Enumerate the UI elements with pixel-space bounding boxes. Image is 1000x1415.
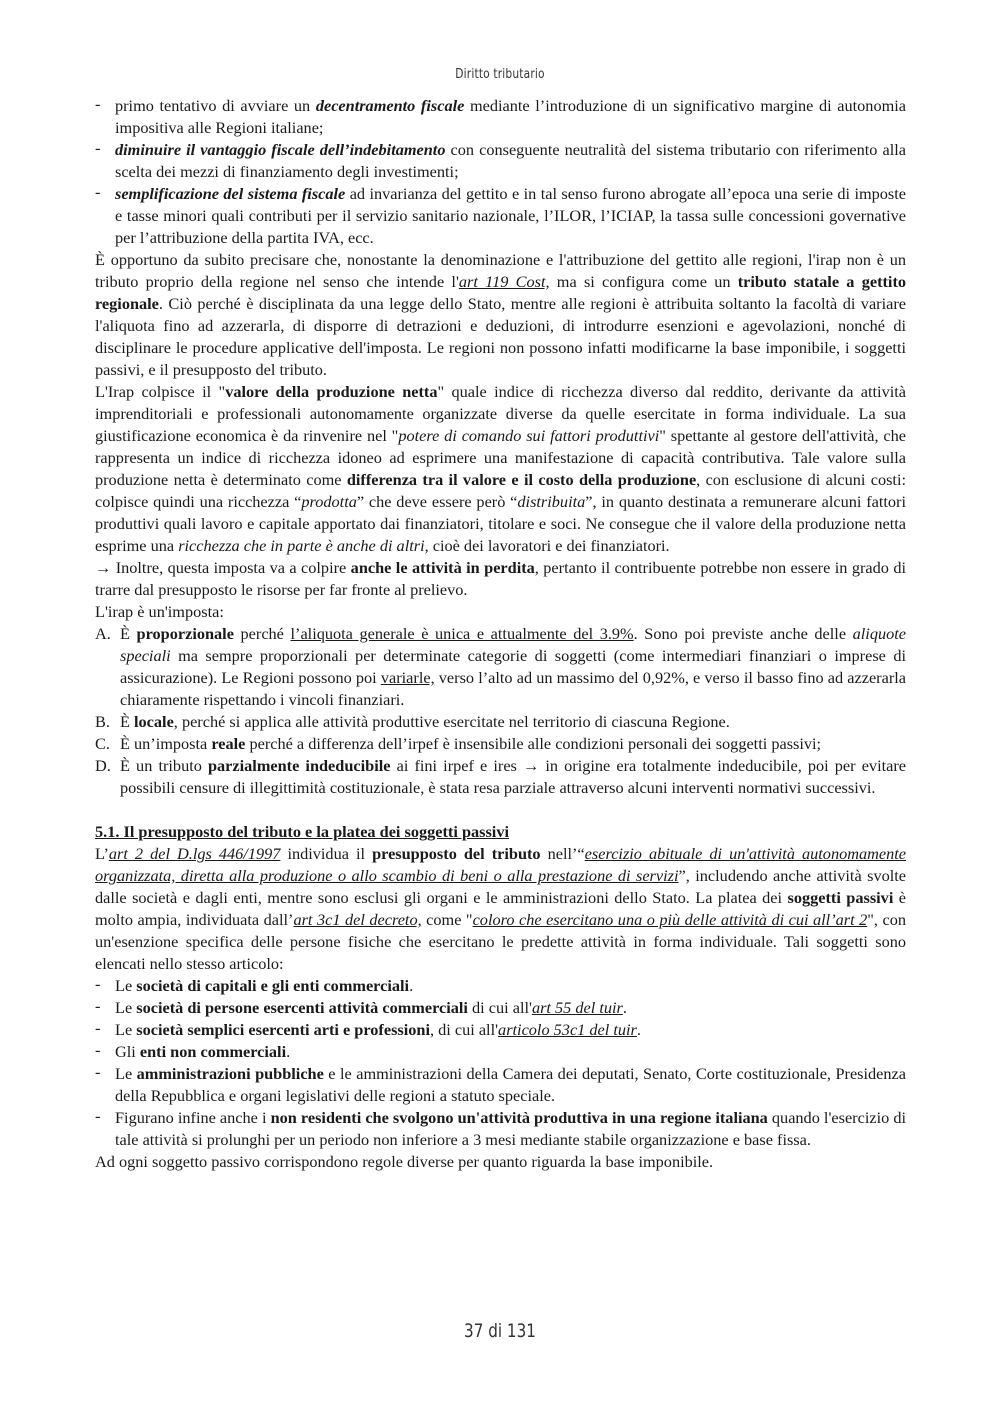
emphasis-term: diminuire il vantaggio fiscale dell’indebitamento bbox=[115, 140, 446, 159]
page-body bbox=[95, 95, 906, 1173]
list-marker: D. bbox=[95, 756, 111, 775]
link-art-55-tuir[interactable]: art 55 del tuir bbox=[531, 998, 623, 1017]
arrow-icon: → bbox=[95, 558, 112, 577]
list-item: - Le amministrazioni pubbliche e le amministrazioni della Camera dei deputati, Senato, Corte costituzionale, Presidenza della Repubblica e organi legislativi delle regioni a statuto speciale. bbox=[95, 1063, 906, 1107]
list-item: - Figurano infine anche i non residenti che svolgono un'attività produttiva in una regione italiana quando l'esercizio di tale attività si prolunghi per un periodo non inferiore a 3 mesi mediante stabile organizzazione e base fissa. bbox=[95, 1107, 906, 1151]
paragraph-tax-base: L'Irap colpisce il "valore della produzione netta" quale indice di ricchezza diverso dal reddito, derivante da attività imprenditoriali e professionali autonomamente organizzate diverse da quelle esercitate in forma individuale. La sua giustificazione economica è da rinvenire nel "potere di comando sui fattori produttivi" spettante al gestore dell'attività, che rappresenta un indice di ricchezza idoneo ad esprimere una manifestazione di capacità contributiva. Tale valore sulla produzione netta è determinato come differenza tra il valore e il costo della produzione, con esclusione di alcuni costi: colpisce quindi una ricchezza “prodotta” che deve essere però “distribuita”, in quanto destinata a remunerare alcuni fattori produttivi quali lavoro e capitale apportato dai finanziatori, titolare e soci. Ne consegue che il valore della produzione netta esprime una ricchezza che in parte è anche di altri, cioè dei lavoratori e dei finanziatori. bbox=[95, 382, 906, 555]
list-item: - primo tentativo di avviare un decentramento fiscale mediante l’introduzione di un significativo margine di autonomia impositiva alle Regioni italiane; bbox=[95, 95, 906, 139]
list-item: - diminuire il vantaggio fiscale dell’indebitamento con conseguente neutralità del sistema tributario con riferimento alla scelta dei mezzi di finanziamento degli investimenti; bbox=[95, 139, 906, 183]
link-art-119-cost[interactable]: art 119 Cost, bbox=[458, 272, 550, 291]
link-quote-art-2[interactable]: esercizio abituale di un'attività autonomamente organizzata, diretta alla produzione o allo scambio di beni o alla prestazione di servizi bbox=[95, 844, 907, 885]
list-marker: C. bbox=[95, 734, 110, 753]
link-art-2-dlgs[interactable]: art 2 del D.lgs 446/1997 bbox=[108, 844, 281, 863]
running-header: Diritto tributario bbox=[455, 67, 545, 82]
list-item: - Gli enti non commerciali. bbox=[95, 1041, 906, 1063]
page-number: 37 di 131 bbox=[464, 1320, 536, 1342]
list-item: - Le società di persone esercenti attività commerciali di cui all'art 55 del tuir. bbox=[95, 997, 906, 1019]
section-heading: 5.1. Il presupposto del tributo e la platea dei soggetti passivi bbox=[95, 822, 509, 841]
paragraph-nature: È opportuno da subito precisare che, nonostante la denominazione e l'attribuzione del gettito alle regioni, l'irap non è un tributo proprio della regione nel senso che intende l'art 119 Cost, ma si configura come un tributo statale a gettito regionale. Ciò perché è disciplinata da una legge dello Stato, mentre alle regioni è attribuita soltanto la facoltà di variare l'aliquota fino ad azzerarla, di disporre di detrazioni e deduzioni, di introdurre esenzioni e agevolazioni, nonché di disciplinare le procedure applicative dell'imposta. Le regioni non possono infatti modificarne la base imponibile, i soggetti passivi, e il presupposto del tributo. bbox=[95, 250, 907, 379]
link-art-3c1[interactable]: art 3c1 del decreto, bbox=[293, 910, 422, 929]
paragraph-presupposto: L’art 2 del D.lgs 446/1997 individua il presupposto del tributo nell’“esercizio abituale di un'attività autonomamente organizzata, diretta alla produzione o allo scambio di beni o alla prestazione di servizi”, includendo anche attività svolte dalle società e dagli enti, mentre sono esclusi gli organi e le amministrazioni dello Stato. La platea dei soggetti passivi è molto ampia, individuata dall’art 3c1 del decreto, come "coloro che esercitano una o più delle attività di cui all’art 2", con un'esenzione specifica delle persone fisiche che esercitano le predette attività in forma individuale. Tali soggetti sono elencati nello stesso articolo: bbox=[95, 844, 907, 973]
paragraph-intro-features: L'irap è un'imposta: bbox=[95, 602, 224, 621]
list-marker: A. bbox=[95, 624, 111, 643]
list-item: A. È proporzionale perché l’aliquota generale è unica e attualmente del 3.9%. Sono poi previste anche delle aliquote speciali ma sempre proporzionali per determinate categorie di soggetti (come intermediari finanziari o imprese di assicurazione). Le Regioni possono poi variarle, verso l’alto ad un massimo del 0,92%, e verso il basso fino ad azzerarla chiaramente rispettando i vincoli finanziari. bbox=[95, 624, 906, 709]
link-quote-art-3[interactable]: coloro che esercitano una o più delle attività di cui all’art 2 bbox=[472, 910, 868, 929]
paragraph-closing: Ad ogni soggetto passivo corrispondono regole diverse per quanto riguarda la base imponibile. bbox=[95, 1152, 714, 1171]
list-marker: B. bbox=[95, 712, 110, 731]
features-list bbox=[95, 623, 906, 799]
list-item: C. È un’imposta reale perché a differenza dell’irpef è insensibile alle condizioni personali dei soggetti passivi; bbox=[95, 734, 822, 753]
taxpayers-list bbox=[95, 975, 906, 1151]
emphasis-term: decentramento fiscale bbox=[315, 96, 465, 115]
paragraph-losses: → Inoltre, questa imposta va a colpire anche le attività in perdita, pertanto il contribuente potrebbe non essere in grado di trarre dal presupposto le risorse per far fronte al prelievo. bbox=[95, 558, 907, 599]
emphasis-term: semplificazione del sistema fiscale bbox=[115, 184, 346, 203]
link-art-53c1-tuir[interactable]: articolo 53c1 del tuir bbox=[498, 1020, 637, 1039]
list-item: B. È locale, perché si applica alle attività produttive esercitate nel territorio di ciascuna Regione. bbox=[95, 712, 730, 731]
list-item: - Le società di capitali e gli enti commerciali. bbox=[95, 975, 906, 997]
list-item: D. È un tributo parzialmente indeducibile ai fini irpef e ires → in origine era totalmente indeducibile, poi per evitare possibili censure di illegittimità costituzionale, è stata resa parziale attraverso alcuni interventi normativi successivi. bbox=[95, 756, 906, 797]
list-item: - semplificazione del sistema fiscale ad invarianza del gettito e in tal senso furono abrogate all’epoca una serie di imposte e tasse minori quali contributi per il servizio sanitario nazionale, l’ILOR, l’ICIAP, la tassa sulle concessioni governative per l’attribuzione della partita IVA, ecc. bbox=[95, 183, 906, 249]
list-item: - Le società semplici esercenti arti e professioni, di cui all'articolo 53c1 del tuir. bbox=[95, 1019, 906, 1041]
objectives-list bbox=[95, 95, 906, 249]
